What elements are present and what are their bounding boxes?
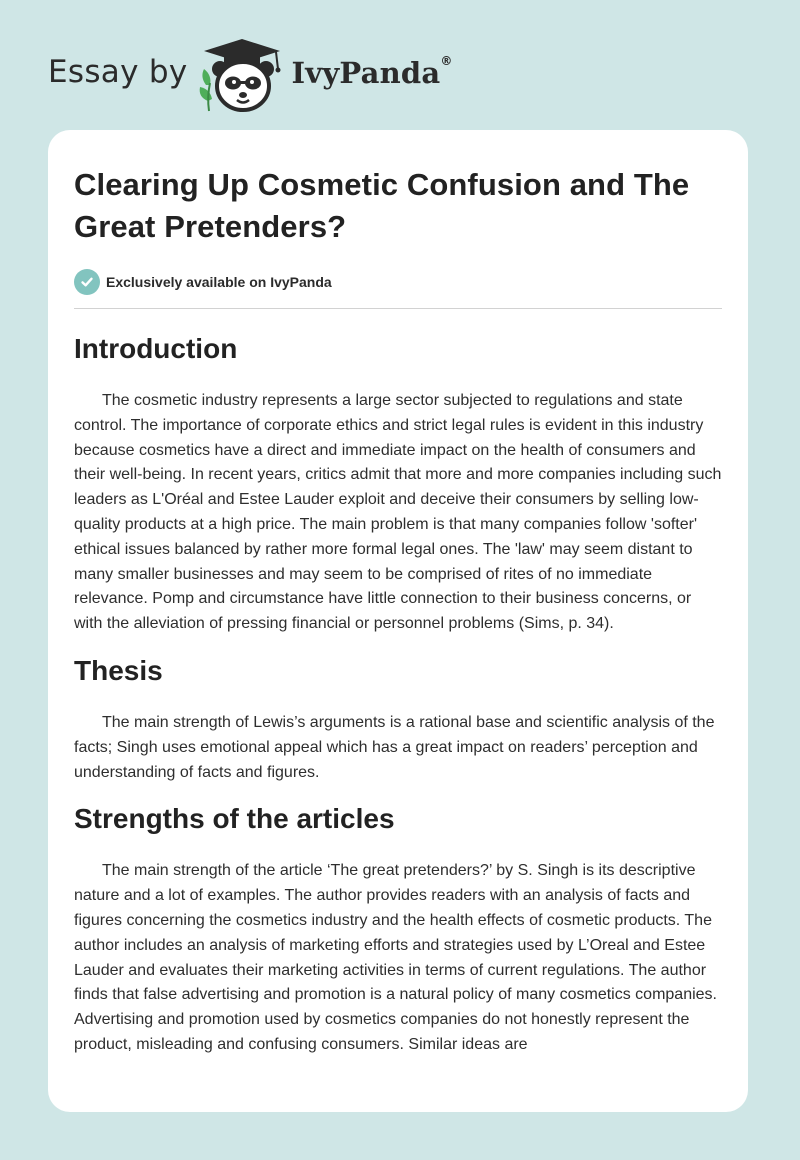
- essay-card: [48, 130, 748, 1112]
- section-paragraph-thesis: The main strength of Lewis’s arguments is a rational base and scientific analysis of the facts; Singh uses emotional appeal which has a great impact on readers’ perception and understanding of facts and figures.: [74, 713, 715, 781]
- section-paragraph-strengths: The main strength of the article ‘The great pretenders?’ by S. Singh is its descriptive nature and a lot of examples. The author provides readers with an analysis of facts and figures concerning the cosmetics industry and the health effects of cosmetic products. The author includes an analysis of marketing efforts and strategies used by L’Oreal and Estee Lauder and evaluates their marketing activities in terms of current regulations. The author finds that false advertising and promotion is a natural policy of many cosmetics companies. Advertising and promotion used by cosmetics companies do not honestly represent the product, misleading and confusing consumers. Similar ideas are: [74, 862, 717, 1053]
- brand-header[interactable]: [48, 36, 453, 116]
- essay-content: [74, 164, 722, 1058]
- exclusive-badge-label: Exclusively available on IvyPanda: [106, 274, 332, 290]
- exclusive-badge: [74, 268, 722, 296]
- page-title: Clearing Up Cosmetic Confusion and The Great Pretenders?: [74, 167, 690, 244]
- check-circle-icon: [74, 269, 100, 295]
- brand-prefix: Essay by: [48, 54, 188, 90]
- section-heading-thesis: Thesis: [74, 654, 163, 686]
- panda-logo-icon: [198, 39, 290, 113]
- section-heading-introduction: Introduction: [74, 333, 238, 364]
- section-heading-strengths: Strengths of the articles: [74, 803, 395, 835]
- brand-name: IvyPanda®: [291, 54, 453, 90]
- title-divider: [74, 308, 722, 309]
- section-paragraph-introduction: The cosmetic industry represents a large sector subjected to regulations and state control. The importance of corporate ethics and strict legal rules is evident in this industry because cosmetics have a direct and immediate impact on the health of consumers and their well-being. In recent years, critics admit that more and more companies including such leaders as L'Oréal and Estee Lauder exploit and deceive their consumers by selling low-quality products at a high price. The main problem is that many companies follow 'softer' ethical issues balanced by rather more formal legal ones. The 'law' may seem distant to many smaller businesses and may seem to be comprised of rites of no immediate relevance. Pomp and circumstance have little connection to their business concerns, or with the alleviation of pressing financial or personnel problems (Sims, p. 34).: [74, 392, 722, 633]
